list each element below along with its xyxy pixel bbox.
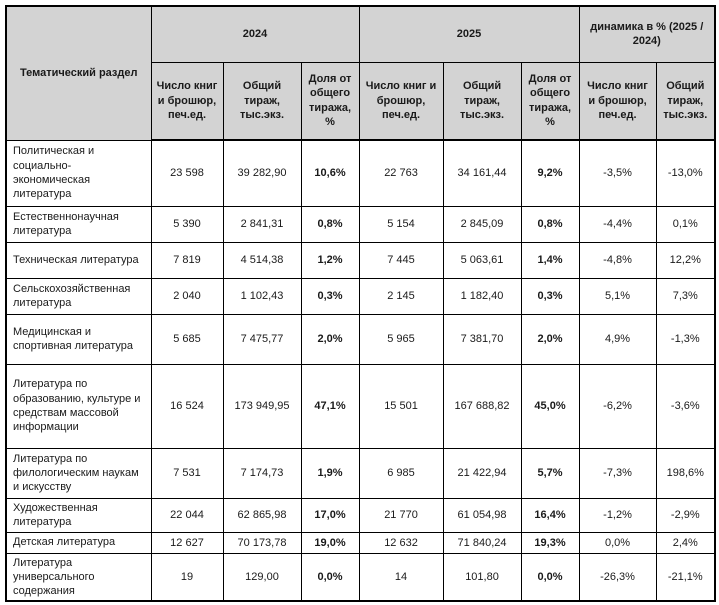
dynamics-books-cell: 0,0% xyxy=(579,532,656,553)
col-header-2024-total-copies: Общий тираж, тыс.экз. xyxy=(223,62,301,140)
books-2024-cell: 23 598 xyxy=(151,140,223,206)
share-2024-cell: 19,0% xyxy=(301,532,359,553)
copies-2024-cell: 70 173,78 xyxy=(223,532,301,553)
copies-2024-cell: 7 475,77 xyxy=(223,314,301,364)
share-2024-cell: 47,1% xyxy=(301,364,359,448)
books-2025-cell: 2 145 xyxy=(359,278,443,314)
col-header-dynamics-books-count: Число книг и брошюр, печ.ед. xyxy=(579,62,656,140)
dynamics-books-cell: -1,2% xyxy=(579,498,656,532)
topic-column-header: Тематический раздел xyxy=(6,6,151,140)
share-2024-cell: 0,0% xyxy=(301,553,359,601)
copies-2025-cell: 7 381,70 xyxy=(443,314,521,364)
col-header-dynamics-total-copies: Общий тираж, тыс.экз. xyxy=(656,62,715,140)
share-2024-cell: 0,3% xyxy=(301,278,359,314)
copies-2024-cell: 1 102,43 xyxy=(223,278,301,314)
books-2025-cell: 22 763 xyxy=(359,140,443,206)
col-header-2024-books-count: Число книг и брошюр, печ.ед. xyxy=(151,62,223,140)
books-2024-cell: 5 390 xyxy=(151,206,223,242)
share-2025-cell: 16,4% xyxy=(521,498,579,532)
col-header-2025-total-copies: Общий тираж, тыс.экз. xyxy=(443,62,521,140)
topic-cell: Сельскохозяйственная литература xyxy=(6,278,151,314)
books-2024-cell: 12 627 xyxy=(151,532,223,553)
dynamics-copies-cell: -2,9% xyxy=(656,498,715,532)
dynamics-books-cell: -3,5% xyxy=(579,140,656,206)
dynamics-copies-cell: -1,3% xyxy=(656,314,715,364)
books-2024-cell: 19 xyxy=(151,553,223,601)
copies-2024-cell: 7 174,73 xyxy=(223,448,301,498)
books-2025-cell: 5 154 xyxy=(359,206,443,242)
books-2024-cell: 7 819 xyxy=(151,242,223,278)
copies-2025-cell: 61 054,98 xyxy=(443,498,521,532)
topic-cell: Детская литература xyxy=(6,532,151,553)
table-row xyxy=(6,314,715,364)
share-2024-cell: 2,0% xyxy=(301,314,359,364)
books-2024-cell: 22 044 xyxy=(151,498,223,532)
copies-2024-cell: 2 841,31 xyxy=(223,206,301,242)
dynamics-books-cell: 5,1% xyxy=(579,278,656,314)
share-2025-cell: 0,3% xyxy=(521,278,579,314)
topic-cell: Естественнонаучная литература xyxy=(6,206,151,242)
dynamics-copies-cell: 2,4% xyxy=(656,532,715,553)
books-2024-cell: 5 685 xyxy=(151,314,223,364)
books-2024-cell: 7 531 xyxy=(151,448,223,498)
col-header-2024-share: Доля от общего тиража, % xyxy=(301,62,359,140)
books-2025-cell: 15 501 xyxy=(359,364,443,448)
topic-cell: Художественная литература xyxy=(6,498,151,532)
topic-cell: Техническая литература xyxy=(6,242,151,278)
share-2024-cell: 10,6% xyxy=(301,140,359,206)
copies-2024-cell: 62 865,98 xyxy=(223,498,301,532)
share-2024-cell: 1,2% xyxy=(301,242,359,278)
topic-cell: Медицинская и спортивная литература xyxy=(6,314,151,364)
copies-2025-cell: 21 422,94 xyxy=(443,448,521,498)
dynamics-copies-cell: -21,1% xyxy=(656,553,715,601)
dynamics-copies-cell: -3,6% xyxy=(656,364,715,448)
dynamics-copies-cell: 198,6% xyxy=(656,448,715,498)
table-body xyxy=(6,140,715,601)
table-row xyxy=(6,140,715,206)
dynamics-copies-cell: -13,0% xyxy=(656,140,715,206)
books-2025-cell: 14 xyxy=(359,553,443,601)
group-header-2025: 2025 xyxy=(359,6,579,62)
dynamics-books-cell: -7,3% xyxy=(579,448,656,498)
publishing-statistics-table xyxy=(5,5,716,602)
copies-2024-cell: 173 949,95 xyxy=(223,364,301,448)
dynamics-copies-cell: 7,3% xyxy=(656,278,715,314)
dynamics-books-cell: 4,9% xyxy=(579,314,656,364)
share-2025-cell: 9,2% xyxy=(521,140,579,206)
header-group-row xyxy=(6,6,715,62)
share-2024-cell: 1,9% xyxy=(301,448,359,498)
col-header-2025-books-count: Число книг и брошюр, печ.ед. xyxy=(359,62,443,140)
share-2025-cell: 0,0% xyxy=(521,553,579,601)
books-2025-cell: 7 445 xyxy=(359,242,443,278)
table-row xyxy=(6,364,715,448)
dynamics-books-cell: -26,3% xyxy=(579,553,656,601)
dynamics-books-cell: -6,2% xyxy=(579,364,656,448)
copies-2024-cell: 129,00 xyxy=(223,553,301,601)
table-row xyxy=(6,278,715,314)
share-2024-cell: 0,8% xyxy=(301,206,359,242)
copies-2025-cell: 101,80 xyxy=(443,553,521,601)
table-header xyxy=(6,6,715,140)
table-row xyxy=(6,498,715,532)
books-2024-cell: 16 524 xyxy=(151,364,223,448)
share-2025-cell: 45,0% xyxy=(521,364,579,448)
books-2025-cell: 21 770 xyxy=(359,498,443,532)
copies-2025-cell: 1 182,40 xyxy=(443,278,521,314)
table-row xyxy=(6,532,715,553)
topic-cell: Литература по филологическим наукам и искусству xyxy=(6,448,151,498)
topic-cell: Литература по образованию, культуре и средствам массовой информации xyxy=(6,364,151,448)
copies-2025-cell: 167 688,82 xyxy=(443,364,521,448)
copies-2025-cell: 5 063,61 xyxy=(443,242,521,278)
share-2025-cell: 5,7% xyxy=(521,448,579,498)
books-2025-cell: 5 965 xyxy=(359,314,443,364)
copies-2025-cell: 2 845,09 xyxy=(443,206,521,242)
books-2025-cell: 12 632 xyxy=(359,532,443,553)
table-row xyxy=(6,242,715,278)
group-header-2024: 2024 xyxy=(151,6,359,62)
share-2025-cell: 0,8% xyxy=(521,206,579,242)
dynamics-books-cell: -4,8% xyxy=(579,242,656,278)
copies-2025-cell: 34 161,44 xyxy=(443,140,521,206)
table-row xyxy=(6,553,715,601)
table-row xyxy=(6,448,715,498)
share-2025-cell: 1,4% xyxy=(521,242,579,278)
dynamics-copies-cell: 12,2% xyxy=(656,242,715,278)
copies-2024-cell: 39 282,90 xyxy=(223,140,301,206)
share-2024-cell: 17,0% xyxy=(301,498,359,532)
share-2025-cell: 2,0% xyxy=(521,314,579,364)
copies-2024-cell: 4 514,38 xyxy=(223,242,301,278)
group-header-dynamics: динамика в % (2025 / 2024) xyxy=(579,6,715,62)
books-2024-cell: 2 040 xyxy=(151,278,223,314)
dynamics-books-cell: -4,4% xyxy=(579,206,656,242)
topic-cell: Литература универсального содержания xyxy=(6,553,151,601)
books-2025-cell: 6 985 xyxy=(359,448,443,498)
topic-cell: Политическая и социально-экономическая литература xyxy=(6,140,151,206)
copies-2025-cell: 71 840,24 xyxy=(443,532,521,553)
dynamics-copies-cell: 0,1% xyxy=(656,206,715,242)
share-2025-cell: 19,3% xyxy=(521,532,579,553)
table-row xyxy=(6,206,715,242)
col-header-2025-share: Доля от общего тиража, % xyxy=(521,62,579,140)
